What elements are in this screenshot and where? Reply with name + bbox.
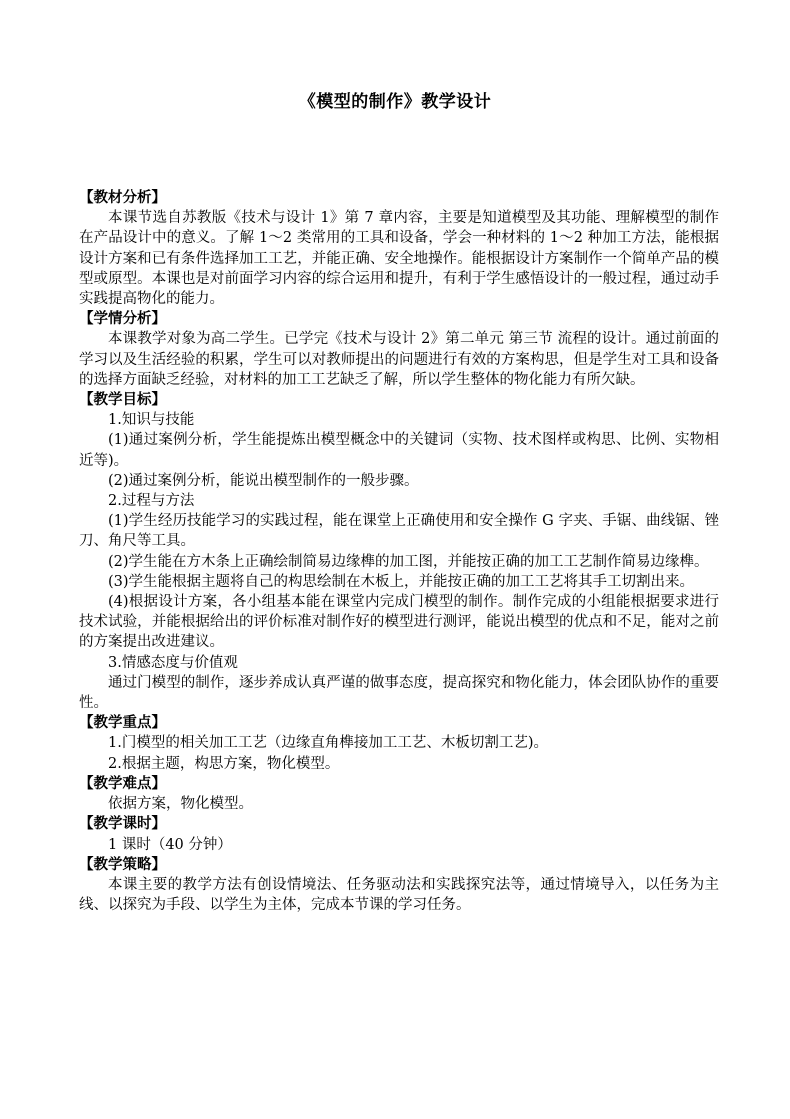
section-heading-hours: 【教学课时】 bbox=[79, 815, 166, 833]
document-title: 《模型的制作》教学设计 bbox=[298, 92, 492, 112]
section-heading-materials: 【教材分析】 bbox=[79, 189, 166, 206]
objective-item: (2)学生能在方木条上正确绘制简易边缘榫的加工图，并能按正确的加工工艺制作简易边缘榫。 bbox=[108, 553, 709, 570]
objective-item: (4)根据设计方案，各小组基本能在课堂内完成门模型的制作。制作完成的小组能根据要求进行技术试验，并能根据给出的评价标准对制作好的模型进行测评，能说出模型的优点和不足，能对之前的方案提出改进建议。 bbox=[79, 594, 719, 651]
objective-item: (1)通过案例分析，学生能提炼出模型概念中的关键词（实物、技术图样或构思、比例、实物相近等)。 bbox=[79, 432, 719, 469]
objective-item: (3)学生能根据主题将自己的构思绘制在木板上，并能按正确的加工工艺将其手工切割出来。 bbox=[108, 573, 695, 590]
attitude-paragraph: 通过门模型的制作，逐步养成认真严谨的做事态度，提高探究和物化能力，体会团队协作的重要性。 bbox=[79, 674, 719, 712]
difficulties-text: 依据方案，物化模型。 bbox=[108, 796, 253, 813]
objectives-subheading-attitude: 3.情感态度与价值观 bbox=[108, 654, 238, 671]
section-heading-keypoints: 【教学重点】 bbox=[79, 714, 166, 732]
materials-paragraph: 本课节选自苏教版《技术与设计 1》第 7 章内容，主要是知道模型及其功能、理解模型的制作在产品设计中的意义。了解 1～2 类常用的工具和设备，学会一种材料的 1～2 种加工方法，能根据设计方案和已有条件选择加工工艺，并能正确、安全地操作。能根据设计方案制作一个简单产品的模型或原型。本课也是对前面学习内容的综合运用和提升，有利于学生感悟设计的一般过程，通过动手实践提高物化的能力。 bbox=[79, 210, 719, 308]
section-heading-difficulties: 【教学难点】 bbox=[79, 774, 166, 792]
keypoint-item: 1.门模型的相关加工工艺（边缘直角榫接加工工艺、木板切割工艺)。 bbox=[108, 735, 548, 752]
hours-text: 1 课时（40 分钟） bbox=[108, 836, 232, 853]
objectives-subheading-knowledge: 1.知识与技能 bbox=[108, 412, 195, 429]
section-heading-students: 【学情分析】 bbox=[79, 310, 166, 328]
objective-item: (1)学生经历技能学习的实践过程，能在课堂上正确使用和安全操作 G 字夹、手锯、曲线锯、锉刀、角尺等工具。 bbox=[79, 513, 719, 550]
objectives-subheading-process: 2.过程与方法 bbox=[108, 493, 195, 510]
students-paragraph: 本课教学对象为高二学生。已学完《技术与设计 2》第二单元 第三节 流程的设计。通过前面的学习以及生活经验的积累，学生可以对教师提出的问题进行有效的方案构思，但是学生对工具和设备的选择方面缺乏经验，对材料的加工工艺缺乏了解，所以学生整体的物化能力有所欠缺。 bbox=[79, 331, 719, 388]
section-heading-strategy: 【教学策略】 bbox=[79, 855, 166, 873]
section-heading-objectives: 【教学目标】 bbox=[79, 391, 166, 409]
document-body bbox=[79, 188, 719, 915]
keypoint-item: 2.根据主题，构思方案，物化模型。 bbox=[108, 755, 340, 772]
objective-item: (2)通过案例分析，能说出模型制作的一般步骤。 bbox=[108, 472, 419, 489]
strategy-paragraph: 本课主要的教学方法有创设情境法、任务驱动法和实践探究法等，通过情境导入，以任务为主线、以探究为手段、以学生为主体，完成本节课的学习任务。 bbox=[79, 876, 719, 914]
